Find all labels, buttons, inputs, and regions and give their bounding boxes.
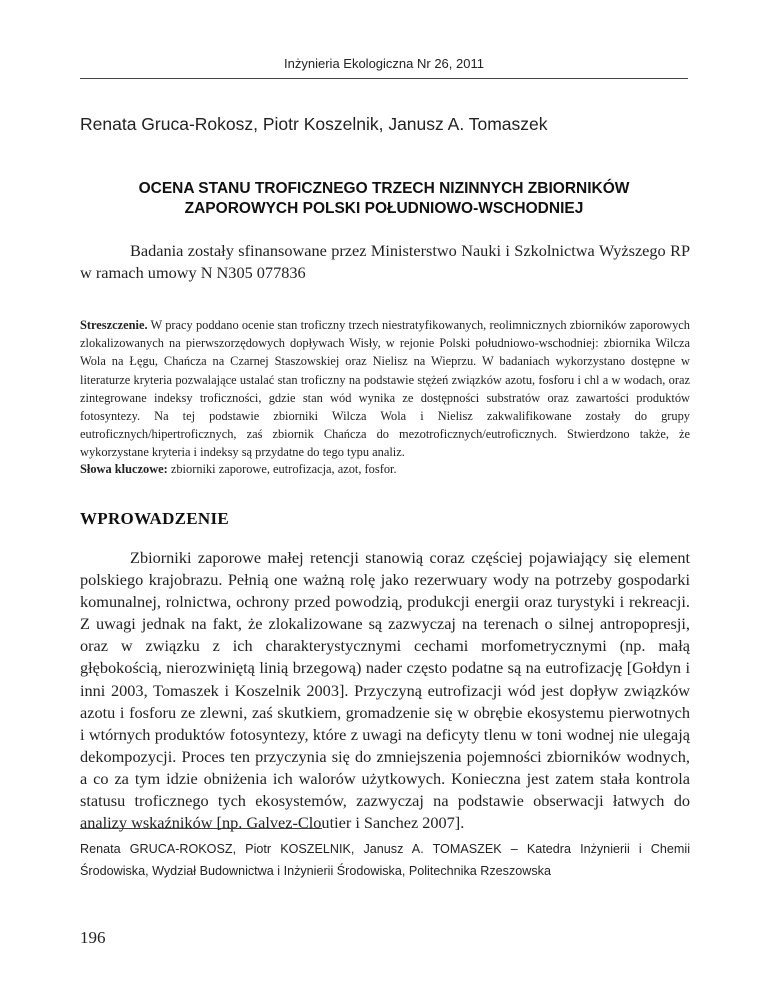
paper-title-line-1: OCENA STANU TROFICZNEGO TRZECH NIZINNYCH ZBIORNIKÓW [138,180,630,197]
journal-header: Inżynieria Ekologiczna Nr 26, 2011 [284,56,484,71]
keywords [80,460,690,478]
paper-title-line-2: ZAPOROWYCH POLSKI POŁUDNIOWO-WSCHODNIEJ [184,200,584,217]
intro-paragraph: Zbiorniki zaporowe małej retencji stanowią coraz częściej pojawiający się element polskiego krajobrazu. Pełnią one ważną rolę jako rezerwuary wody na potrzeby gospodarki komunalnej, rolnictwa, ochrony przed powodzią, produkcji energii oraz turystyki i rekreacji. Z uwagi jednak na fakt, że zlokalizowane są zazwyczaj na terenach o silnej antropopresji, oraz w związku z ich charakterystycznymi cechami morfometrycznymi (np. małą głębokością, nierozwiniętą linią brzegową) nader często podatne są na eutrofizację [Gołdyn i inni 2003, Tomaszek i Koszelnik 2003]. Przyczyną eutrofizacji wód jest dopływ związków azotu i fosforu ze zlewni, zaś skutkiem, gromadzenie się w obrębie ekosystemu pierwotnych i wtórnych produktów fotosyntezy, które z uwagi na deficyty tlenu w toni wodnej nie ulegają dekompozycji. Proces ten przyczynia się do zmniejszenia pojemności zbiorników wodnych, a co za tym idzie obniżenia ich walorów użytkowych. Konieczna jest zatem stała kontrola statusu troficznego tych ekosystemów, zazwyczaj na podstawie obserwacji łatwych do analizy wskaźników [np. Galvez-Cloutier i Sanchez 2007]. [80,548,690,833]
keywords-text: zbiorniki zaporowe, eutrofizacja, azot, fosfor. [167,462,397,476]
abstract [80,316,690,462]
author-affiliation-footnote: Renata GRUCA-ROKOSZ, Piotr KOSZELNIK, Janusz A. TOMASZEK – Katedra Inżynierii i Chemii Środowiska, Wydział Budownictwa i Inżynierii Środowiska, Politechnika Rzeszowska [80,842,690,878]
authors: Renata Gruca-Rokosz, Piotr Koszelnik, Janusz A. Tomaszek [80,114,548,134]
abstract-text: W pracy poddano ocenie stan troficzny trzech niestratyfikowanych, reolimnicznych zbiorników zaporowych zlokalizowanych na pierwszorzędowych dopływach Wisły, w rejonie Polski południowo-wschodniej: zbiornika Wilcza Wola na Łęgu, Chańcza na Czarnej Staszowskiej oraz Nielisz na Wieprzu. W badaniach wykorzystano dostępne w literaturze kryteria pozwalające ustalać stan troficzny na podstawie stężeń związków azotu, fosforu i chl a w wodach, oraz zintegrowane indeksy troficzności, gdzie stan wód wynika ze dostępności substratów oraz zawartości produktów fotosyntezy. Na tej podstawie zbiorniki Wilcza Wola i Nielisz zakwalifikowane zostały do grupy eutroficznych/hipertroficznych, zaś zbiornik Chańcza do mezotroficznych/eutroficznych. Stwierdzono także, że wykorzystane kryteria i indeksy są przydatne do tego typu analiz. [80,318,690,460]
footnote-divider [80,828,322,829]
page-number: 196 [80,928,106,947]
header-divider [80,78,688,79]
paper-title [80,179,688,219]
keywords-label: Słowa kluczowe: [80,462,168,476]
section-heading: WPROWADZENIE [80,509,230,528]
abstract-label: Streszczenie. [80,318,148,332]
funding-note: Badania zostały sfinansowane przez Ministerstwo Nauki i Szkolnictwa Wyższego RP w ramach umowy N N305 077836 [80,241,690,282]
